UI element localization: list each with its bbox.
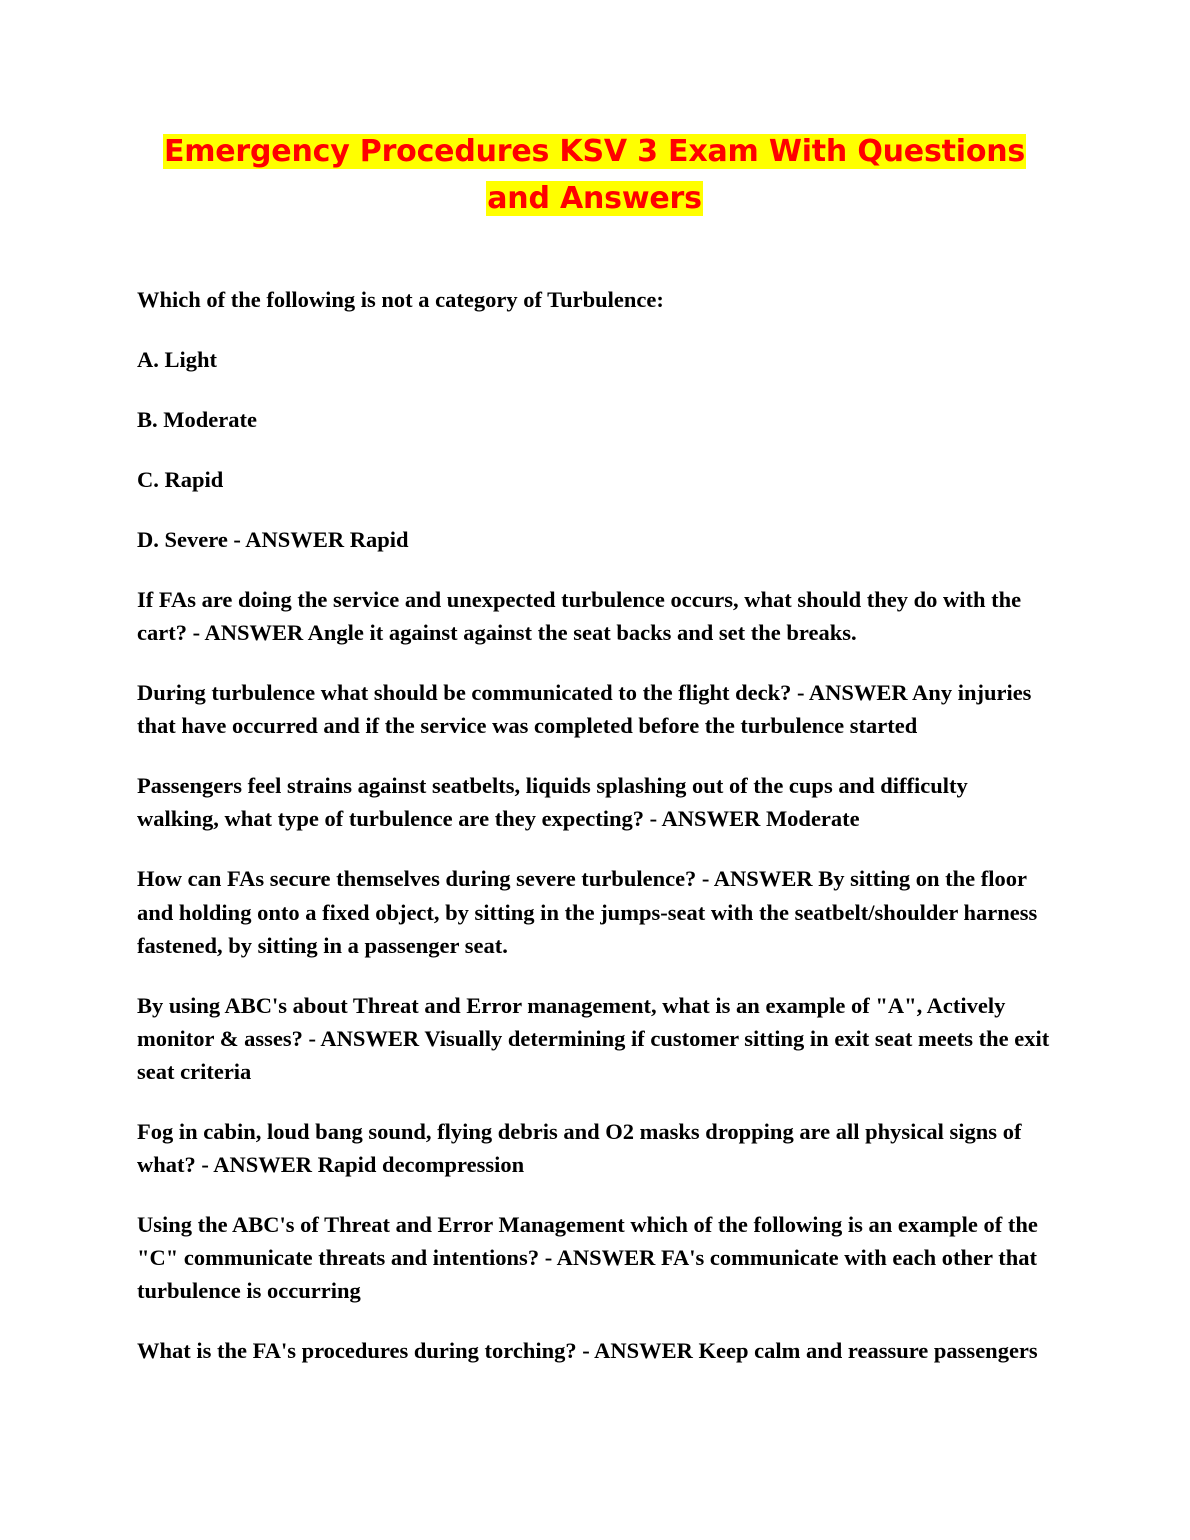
paragraph: During turbulence what should be communicated to the flight deck? - ANSWER Any injuries that have occurred and if the service was completed before the turbulence started [137, 680, 1032, 739]
paragraph: Passengers feel strains against seatbelts, liquids splashing out of the cups and difficulty walking, what type of turbulence are they expecting? - ANSWER Moderate [137, 773, 968, 832]
page-title [137, 128, 1052, 223]
paragraph: Using the ABC's of Threat and Error Management which of the following is an example of the "C" communicate threats and intentions? - ANSWER FA's communicate with each other that turbulence is occurring [137, 1211, 1038, 1304]
paragraph: A. Light [137, 346, 218, 372]
paragraph: If FAs are doing the service and unexpected turbulence occurs, what should they do with the cart? - ANSWER Angle it against against the seat backs and set the breaks. [137, 587, 1022, 646]
paragraph: What is the FA's procedures during torching? - ANSWER Keep calm and reassure passengers [137, 1338, 1038, 1364]
page-title-line-1: Emergency Procedures KSV 3 Exam With Questions [163, 134, 1026, 169]
document-body [137, 283, 1052, 1367]
paragraph: How can FAs secure themselves during severe turbulence? - ANSWER By sitting on the floor and holding onto a fixed object, by sitting in the jumps-seat with the seatbelt/shoulder harness fastened, by sitting in a passenger seat. [137, 866, 1038, 958]
paragraph: D. Severe - ANSWER Rapid [137, 527, 409, 553]
document-content [137, 128, 1052, 1367]
paragraph: Fog in cabin, loud bang sound, flying debris and O2 masks dropping are all physical signs of what? - ANSWER Rapid decompression [137, 1118, 1022, 1177]
paragraph: C. Rapid [137, 466, 224, 492]
paragraph: Which of the following is not a category of Turbulence: [137, 286, 664, 312]
page-title-line-2: and Answers [487, 181, 702, 217]
paragraph: B. Moderate [137, 406, 257, 432]
paragraph: By using ABC's about Threat and Error management, what is an example of "A", Actively monitor & asses? - ANSWER Visually determining if customer sitting in exit seat meets the exit seat criteria [137, 992, 1050, 1084]
